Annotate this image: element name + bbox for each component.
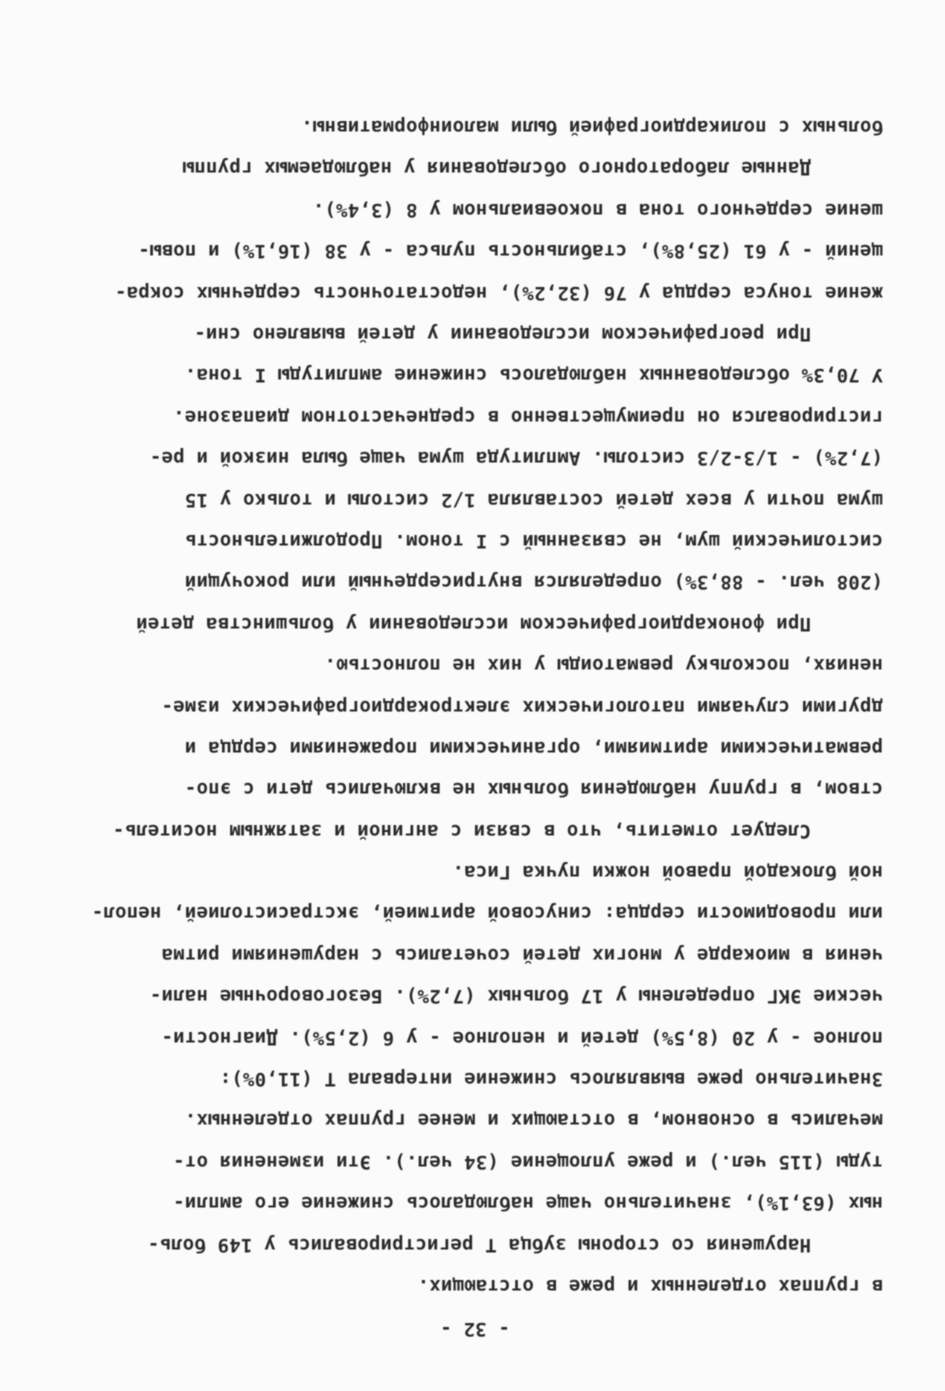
text-line: ных (63,1%), значительно чаще наблюдалось снижение его ампли-: [173, 1192, 883, 1215]
text-line: Данные лабораторного обследования у наблюдаемых группы: [182, 157, 811, 180]
text-line: ревматическими аритмиями, органическими поражениями сердца и: [184, 736, 883, 759]
text-line: При реографическом исследовании у детей выявлено сни-: [194, 323, 811, 346]
page-content: [67, 106, 883, 1349]
text-line: полное - у 20 (8,5%) детей и неполное - у 6 (2,5%). Диагности-: [161, 1026, 883, 1049]
text-line: туды (115 чел.) и реже уплощение (34 чел.). Эти изменения от-: [173, 1150, 883, 1173]
text-line: чения в миокарде у многих детей сочетались с нарушениями ритма: [161, 943, 883, 966]
text-line: нениях, поскольку ревматоиды у них не полностью.: [324, 654, 883, 677]
text-line: щений - у 61 (25,8%), стабильность пульса - у 38 (16,1%) и повы-: [138, 240, 883, 263]
text-line: ческие ЭКГ определены у 17 больных (7,2%). Безоговорочные нали-: [149, 985, 883, 1008]
text-line: (7,2%) - 1/3-2/3 систолы. Амплитуда шума чаще была низкой и ре-: [149, 447, 883, 470]
text-line: Нарушения со стороны зубца Т регистрировались у 149 боль-: [147, 1233, 811, 1256]
text-line: жение тонуса сердца у 76 (32,2%), недостаточность сердечных сокра-: [114, 281, 883, 304]
text-line: или проводимости сердца: синусовой аритмией, экстрасистолией, непол-: [91, 902, 883, 925]
text-body: [67, 106, 883, 1306]
text-line: другими случаями патологических электрокардиографических изме-: [161, 695, 883, 718]
text-line: У 70,3% обследованных наблюдалось снижение амплитуды I тона.: [184, 364, 883, 387]
text-line: (208 чел. - 88,3%) определялся внутрисердечный или рокочущий: [184, 571, 883, 594]
text-line: ной блокадой правой ножки пучка Гиса.: [452, 861, 883, 884]
text-line: Значительно реже выявлялось снижение интервала Т (11,0%):: [219, 1068, 883, 1091]
text-line: шума почти у всех детей составляла 1/2 систолы и только у 15: [184, 488, 883, 511]
text-line: шение сердечного тона в покоевиальном у 8 (3,4%).: [312, 198, 883, 221]
text-line: больных с поликардиографией были малоинформативны.: [301, 116, 883, 139]
text-line: Следует отметить, что в связи с ангиной и затяжным носитель-: [112, 819, 811, 842]
text-line: мечались в основном, в отстающих и менее группах отделенных.: [184, 1109, 883, 1132]
text-line: систолический шум, не связанный с I тоном. Продолжительность: [184, 529, 883, 552]
text-line: ством, в группу наблюдения больных не включались дети с эпо-: [184, 778, 883, 801]
text-line: гистрировался он преимущественно в среднечастотном диапазоне.: [173, 405, 883, 428]
text-line: При фонокардиографическом исследовании у большинства детей: [135, 612, 811, 635]
text-line: в группах отделенных и реже в отстающих.: [417, 1275, 883, 1297]
page-number: - 32 -: [440, 1318, 510, 1340]
